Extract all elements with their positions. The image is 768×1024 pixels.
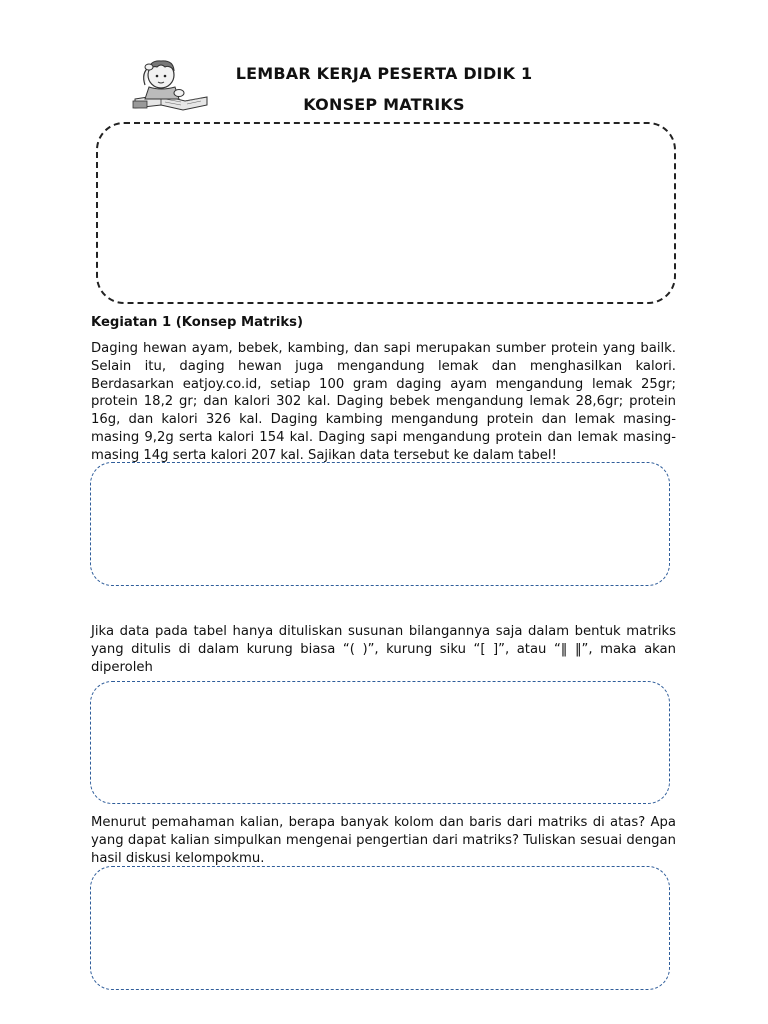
objectives-box: [96, 122, 676, 304]
activity-paragraph-3: Menurut pemahaman kalian, berapa banyak kolom dan baris dari matriks di atas? Apa yang dapat kalian simpulkan mengenai pengertian dari matriks? Tuliskan sesuai dengan hasil diskusi kelompokmu.: [91, 815, 676, 866]
page-subtitle: KONSEP MATRIKS: [303, 95, 465, 114]
activity-paragraph-2: Jika data pada tabel hanya dituliskan susunan bilangannya saja dalam bentuk matriks yang ditulis di dalam kurung biasa “( )”, kurung siku “[ ]”, atau “‖ ‖”, maka akan diperoleh: [91, 624, 676, 675]
activity-paragraph-1: Daging hewan ayam, bebek, kambing, dan sapi merupakan sumber protein yang bailk. Selain itu, daging hewan juga mengandung lemak dan menghasilkan kalori. Berdasarkan eatjoy.co.id, setiap 100 gram daging ayam mengandung lemak 25gr; protein 18,2 gr; dan kalori 302 kal. Daging bebek mengandung lemak 28,6gr; protein 16g, dan kalori 326 kal. Daging kambing mengandung protein dan lemak masing-masing 9,2g serta kalori 154 kal. Daging sapi mengandung protein dan lemak masing-masing 14g serta kalori 207 kal. Sajikan data tersebut ke dalam tabel!: [91, 341, 676, 463]
answer-box-table[interactable]: [90, 462, 670, 586]
page-title: LEMBAR KERJA PESERTA DIDIK 1: [235, 64, 533, 83]
activity-heading: Kegiatan 1 (Konsep Matriks): [91, 315, 304, 330]
answer-box-matrix[interactable]: [90, 681, 670, 804]
answer-box-conclusion[interactable]: [90, 866, 670, 990]
student-reading-illustration: [131, 55, 209, 113]
